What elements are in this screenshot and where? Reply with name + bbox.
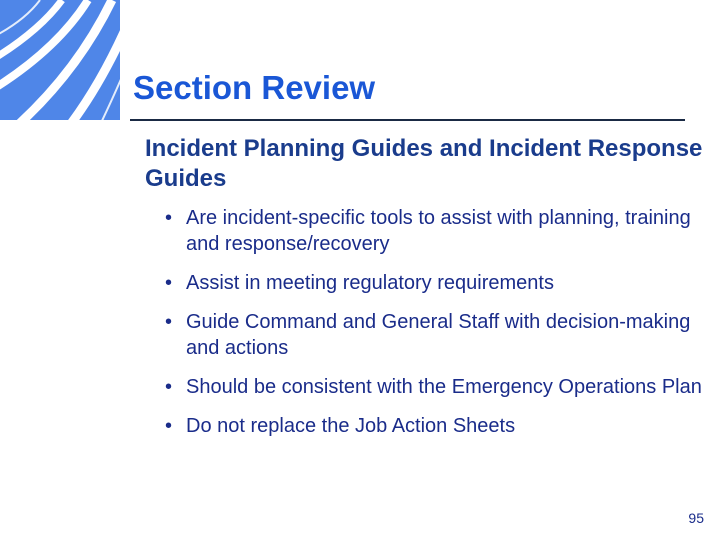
bullet-item: [162, 413, 702, 439]
bullet-item: [162, 270, 702, 296]
slide-title: Section Review: [133, 69, 376, 106]
bullet-item: [162, 205, 702, 257]
bullet-text: Assist in meeting regulatory requirements: [186, 272, 554, 294]
bullet-dot-icon: •: [165, 376, 173, 398]
bullet-dot-icon: •: [165, 311, 173, 333]
bullet-item: [162, 374, 702, 400]
bullet-dot-icon: •: [165, 207, 173, 229]
bullet-dot-icon: •: [165, 272, 173, 294]
bullet-list: [162, 205, 702, 452]
bullet-text: Do not replace the Job Action Sheets: [186, 415, 516, 437]
page-number: 95: [688, 510, 704, 526]
bullet-text: Should be consistent with the Emergency Operations Plan: [186, 376, 702, 398]
section-subtitle: Incident Planning Guides and Incident Response Guides: [145, 135, 703, 192]
curved-stripes-logo-icon: [0, 0, 120, 120]
bullet-text: Are incident-specific tools to assist with planning, training and response/recovery: [186, 207, 691, 255]
title-divider: [130, 119, 685, 121]
bullet-item: [162, 309, 702, 361]
bullet-dot-icon: •: [165, 415, 173, 437]
bullet-text: Guide Command and General Staff with decision-making and actions: [186, 311, 691, 359]
